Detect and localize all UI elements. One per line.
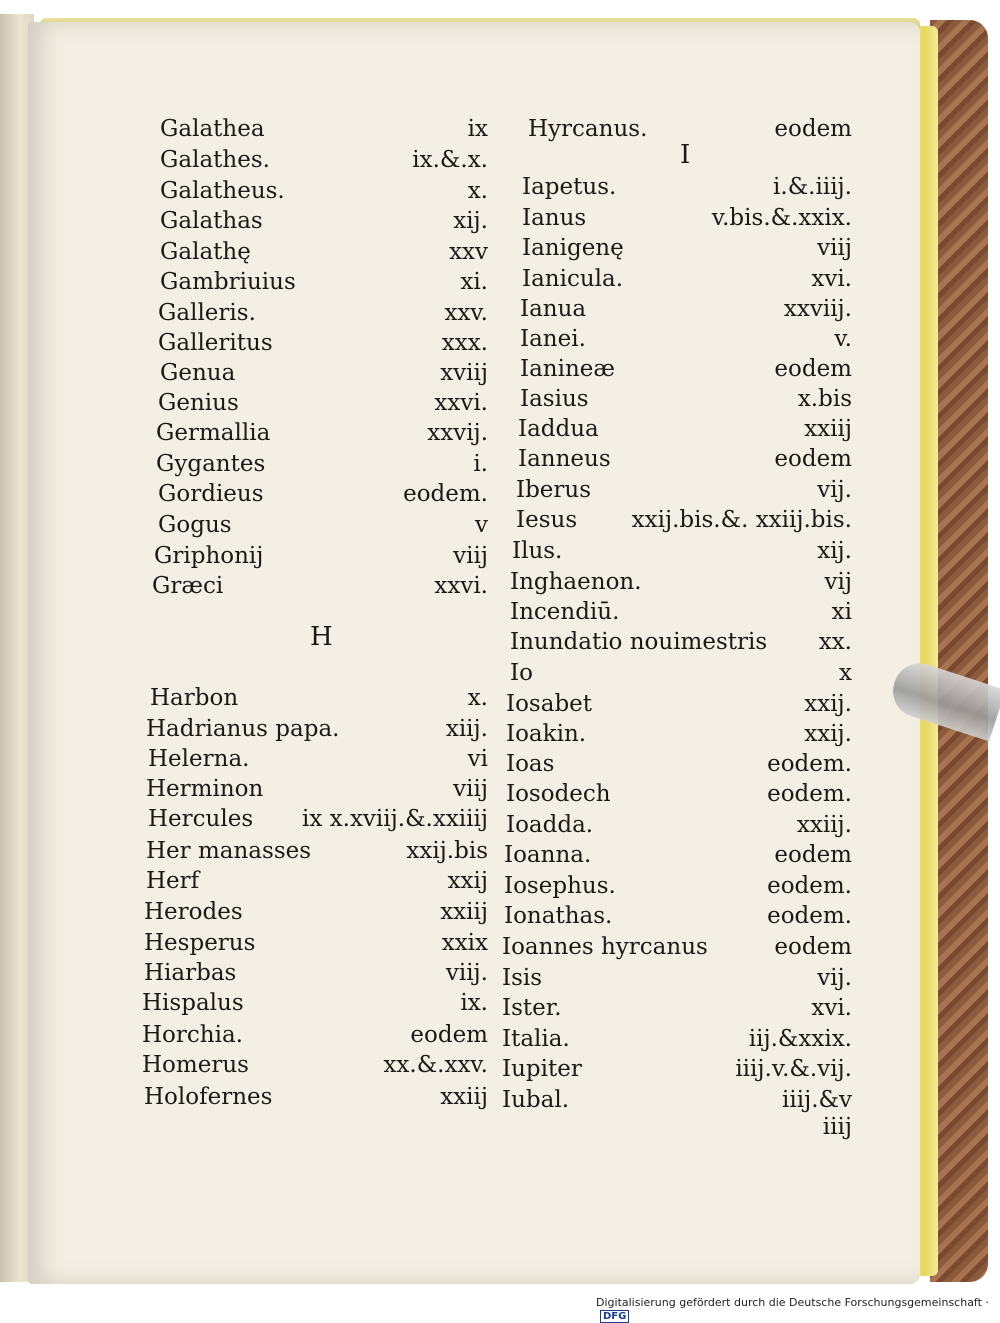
left-entry-name: Hesperus [144, 930, 256, 956]
left-entry-name: Homerus [142, 1052, 249, 1078]
right-entry-name: Ianei. [520, 326, 586, 352]
left-entry-reference: v [475, 512, 488, 538]
right-entry-name: Iosephus. [504, 873, 616, 899]
right-entry-reference: viij [817, 235, 852, 261]
left-entry-name: Hispalus [142, 990, 244, 1016]
right-entry-reference: vij [824, 569, 852, 595]
left-entry-reference: i. [473, 451, 488, 477]
right-entry-reference: v. [834, 326, 852, 352]
right-entry-name: Hyrcanus. [528, 116, 648, 142]
right-entry-name: Inundatio nouimestris [510, 629, 768, 655]
left-entry-reference: xxvi. [434, 573, 488, 599]
right-entry-name: Ianneus [518, 446, 611, 472]
left-entry-name: Galathas [160, 208, 263, 234]
right-entry-reference: xxiij [804, 416, 852, 442]
left-entry-reference: xxij.bis [406, 838, 488, 864]
left-entry-name: Galathea [160, 116, 265, 142]
left-entry-reference: eodem [410, 1022, 488, 1048]
left-section-heading: H [310, 622, 333, 652]
right-entry-name: Inghaenon. [510, 569, 642, 595]
left-entry-name: Hercules [148, 806, 254, 832]
right-entry-name: Isis [502, 965, 543, 991]
right-entry-name: Iaddua [518, 416, 599, 442]
left-entry-reference: xxv. [444, 300, 488, 326]
right-entry-name: Ioadda. [506, 812, 594, 838]
left-entry-name: Holofernes [144, 1084, 273, 1110]
left-entry-reference: xxv [449, 239, 488, 265]
right-entry-reference: xxviij. [783, 296, 852, 322]
right-entry-reference: iiij.&v [782, 1087, 852, 1113]
left-entry-name: Gygantes [156, 451, 266, 477]
left-entry-reference: xxiij [440, 899, 488, 925]
right-entry-reference: xxij. [804, 691, 852, 717]
left-entry-reference: xxvij. [427, 420, 488, 446]
left-entry-reference: ix. [460, 990, 488, 1016]
footer-text: Digitalisierung gefördert durch die Deutsche Forschungsgemeinschaft · [596, 1296, 989, 1309]
right-entry-name: Iubal. [502, 1087, 570, 1113]
right-entry-reference: xx. [818, 629, 852, 655]
left-entry-name: Gogus [158, 512, 232, 538]
left-entry-name: Galathes. [160, 147, 270, 173]
left-entry-reference: xxvi. [434, 390, 488, 416]
left-entry-reference: vi [467, 746, 488, 772]
left-entry-name: Herodes [144, 899, 243, 925]
left-entry-name: Horchia. [142, 1022, 243, 1048]
right-entry-reference: eodem. [767, 903, 852, 929]
right-entry-name: Iesus [516, 507, 578, 533]
left-entry-name: Galleris. [158, 300, 256, 326]
right-entry-reference: eodem [774, 446, 852, 472]
left-entry-name: Hiarbas [144, 960, 237, 986]
left-entry-reference: x. [467, 685, 488, 711]
left-entry-name: Germallia [156, 420, 271, 446]
right-entry-name: Ionathas. [504, 903, 613, 929]
right-entry-name: Io [510, 660, 533, 686]
left-entry-reference: xxix [441, 930, 488, 956]
left-entry-name: Galatheus. [160, 178, 285, 204]
left-entry-name: Galleritus [158, 330, 273, 356]
left-entry-name: Genua [160, 360, 236, 386]
right-entry-name: Ianicula. [522, 266, 624, 292]
left-entry-name: Herminon [146, 776, 264, 802]
left-entry-reference: xij. [453, 208, 488, 234]
right-entry-name: Incendiū. [510, 599, 620, 625]
left-entry-name: Harbon [150, 685, 239, 711]
book-cover-edge [930, 20, 988, 1282]
right-entry-reference: xvi. [811, 995, 852, 1021]
right-entry-name: Ianineæ [520, 356, 616, 382]
right-entry-reference: i.&.iiij. [773, 174, 852, 200]
right-section-heading: I [680, 140, 691, 170]
right-entry-name: Ianigenę [522, 235, 624, 261]
left-entry-name: Helerna. [148, 746, 250, 772]
right-entry-reference: eodem [774, 116, 852, 142]
right-entry-reference: eodem. [767, 873, 852, 899]
right-entry-reference: eodem. [767, 781, 852, 807]
footer-credit [596, 1296, 1000, 1323]
right-entry-reference: xi [831, 599, 852, 625]
right-entry-reference: eodem [774, 842, 852, 868]
right-entry-name: Iupiter [502, 1056, 582, 1082]
right-entry-reference: xij. [817, 538, 852, 564]
right-entry-reference: xxij. [804, 721, 852, 747]
left-entry-reference: ix.&.x. [412, 147, 488, 173]
right-entry-reference: iij.&xxix. [748, 1026, 852, 1052]
left-entry-name: Herf [146, 868, 200, 894]
left-entry-reference: xiij. [445, 716, 488, 742]
right-entry-reference: x.bis [797, 386, 852, 412]
right-entry-name: Iosabet [506, 691, 593, 717]
left-entry-reference: eodem. [403, 481, 488, 507]
left-entry-reference: xxx. [441, 330, 488, 356]
right-entry-reference: xvi. [811, 266, 852, 292]
left-entry-name: Galathę [160, 239, 251, 265]
left-entry-reference: xxiij [440, 1084, 488, 1110]
right-entry-reference: x [839, 660, 852, 686]
right-entry-name: Ioanna. [504, 842, 592, 868]
right-entry-reference: v.bis.&.xxix. [711, 205, 852, 231]
right-entry-reference: iiij.v.&.vij. [735, 1056, 852, 1082]
right-entry-name: Iapetus. [522, 174, 617, 200]
right-entry-reference: iiij [822, 1114, 852, 1140]
left-entry-name: Gambriuius [160, 269, 296, 295]
right-entry-name: Iosodech [506, 781, 611, 807]
left-entry-name: Griphonij [154, 543, 264, 569]
right-entry-name: Ioakin. [506, 721, 587, 747]
right-entry-name: Ister. [502, 995, 562, 1021]
left-entry-name: Her manasses [146, 838, 312, 864]
right-entry-name: Ianus [522, 205, 587, 231]
dfg-logo: DFG [600, 1310, 629, 1323]
right-entry-reference: eodem. [767, 751, 852, 777]
right-entry-name: Ianua [520, 296, 587, 322]
right-entry-name: Ioannes hyrcanus [502, 934, 708, 960]
right-entry-reference: eodem [774, 356, 852, 382]
right-entry-name: Italia. [502, 1026, 570, 1052]
right-entry-reference: xxiij. [796, 812, 852, 838]
left-entry-name: Genius [158, 390, 239, 416]
right-entry-name: Ioas [506, 751, 555, 777]
left-entry-reference: viij. [445, 960, 488, 986]
left-entry-name: Hadrianus papa. [146, 716, 340, 742]
left-entry-reference: xx.&.xxv. [383, 1052, 488, 1078]
left-entry-reference: viij [453, 776, 488, 802]
left-entry-reference: viij [453, 543, 488, 569]
right-entry-reference: xxij.bis.&. xxiij.bis. [631, 507, 852, 533]
left-entry-reference: xxij [447, 868, 488, 894]
right-entry-name: Ilus. [512, 538, 563, 564]
right-entry-reference: vij. [817, 965, 852, 991]
left-entry-reference: ix [467, 116, 488, 142]
left-entry-name: Græci [152, 573, 224, 599]
right-entry-reference: vij. [817, 477, 852, 503]
right-entry-name: Iberus [516, 477, 592, 503]
left-entry-reference: xi. [460, 269, 488, 295]
left-entry-reference: xviij [440, 360, 488, 386]
right-entry-name: Iasius [520, 386, 589, 412]
left-entry-reference: ix x.xviij.&.xxiiij [302, 806, 488, 832]
left-entry-reference: x. [467, 178, 488, 204]
right-entry-reference: eodem [774, 934, 852, 960]
left-entry-name: Gordieus [158, 481, 264, 507]
